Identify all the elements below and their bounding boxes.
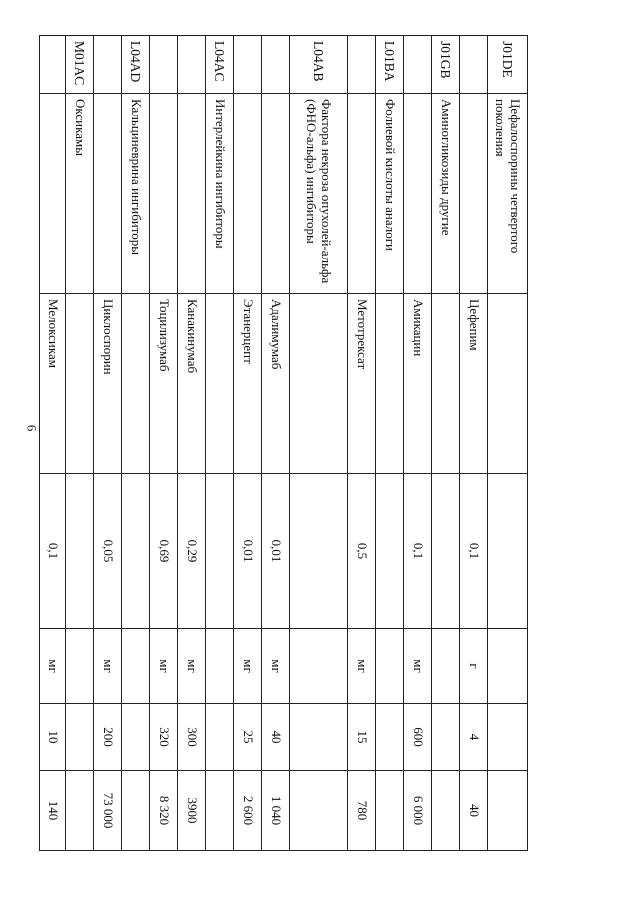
drug-name-cell [206, 294, 234, 474]
unit-cell [488, 629, 528, 704]
page-number: 6 [24, 424, 40, 432]
group-name-cell [262, 94, 290, 294]
total-cell [290, 771, 348, 851]
drug-name-cell: Цефепим [460, 294, 488, 474]
table-row [460, 36, 488, 851]
drug-name-cell [290, 294, 348, 474]
drug-name-cell [488, 294, 528, 474]
quantity-cell: 200 [94, 704, 122, 771]
total-cell: 73 000 [94, 771, 122, 851]
ddd-value-cell: 0,5 [348, 474, 376, 629]
total-cell: 8 320 [150, 771, 178, 851]
table-row [94, 36, 122, 851]
group-name-cell [234, 94, 262, 294]
ddd-value-cell [66, 474, 94, 629]
group-name-cell [94, 94, 122, 294]
quantity-cell: 4 [460, 704, 488, 771]
quantity-cell [206, 704, 234, 771]
group-name-cell [40, 94, 66, 294]
table-row [348, 36, 376, 851]
unit-cell: мг [178, 629, 206, 704]
total-cell [432, 771, 460, 851]
quantity-cell: 10 [40, 704, 66, 771]
table-row [234, 36, 262, 851]
drug-name-cell [122, 294, 150, 474]
atc-code-cell [234, 36, 262, 94]
quantity-cell: 300 [178, 704, 206, 771]
atc-code-cell [404, 36, 432, 94]
rotated-table-container [45, 35, 528, 850]
group-name-cell [178, 94, 206, 294]
quantity-cell: 25 [234, 704, 262, 771]
quantity-cell: 15 [348, 704, 376, 771]
table-row [262, 36, 290, 851]
atc-code-cell: L04AD [122, 36, 150, 94]
quantity-cell: 40 [262, 704, 290, 771]
table-row [488, 36, 528, 851]
atc-code-cell [262, 36, 290, 94]
table-body [40, 36, 528, 851]
atc-code-cell [94, 36, 122, 94]
unit-cell [432, 629, 460, 704]
atc-code-cell: L04AC [206, 36, 234, 94]
quantity-cell: 600 [404, 704, 432, 771]
group-name-cell [150, 94, 178, 294]
drug-name-cell [376, 294, 404, 474]
unit-cell [206, 629, 234, 704]
table-row [150, 36, 178, 851]
unit-cell: мг [150, 629, 178, 704]
total-cell: 780 [348, 771, 376, 851]
total-cell [122, 771, 150, 851]
table-row [206, 36, 234, 851]
ddd-value-cell: 0,1 [460, 474, 488, 629]
group-name-cell: Оксикамы [66, 94, 94, 294]
unit-cell [290, 629, 348, 704]
table-row [122, 36, 150, 851]
drug-name-cell: Метотрексат [348, 294, 376, 474]
group-name-cell [348, 94, 376, 294]
drug-name-cell [432, 294, 460, 474]
ddd-value-cell [488, 474, 528, 629]
atc-code-cell [460, 36, 488, 94]
quantity-cell: 320 [150, 704, 178, 771]
unit-cell [122, 629, 150, 704]
drug-name-cell: Тоцилизумаб [150, 294, 178, 474]
drug-table [39, 35, 528, 851]
unit-cell [66, 629, 94, 704]
atc-code-cell: J01GB [432, 36, 460, 94]
total-cell [488, 771, 528, 851]
atc-code-cell [40, 36, 66, 94]
drug-name-cell: Адалимумаб [262, 294, 290, 474]
unit-cell: мг [94, 629, 122, 704]
atc-code-cell: L04AB [290, 36, 348, 94]
table-row [376, 36, 404, 851]
total-cell [66, 771, 94, 851]
quantity-cell [66, 704, 94, 771]
group-name-cell: Фактора некроза опухолей-альфа (ФНО-альфа) ингибиторы [290, 94, 348, 294]
total-cell: 1 040 [262, 771, 290, 851]
unit-cell: мг [262, 629, 290, 704]
ddd-value-cell [122, 474, 150, 629]
group-name-cell [460, 94, 488, 294]
group-name-cell: Фолиевой кислоты аналоги [376, 94, 404, 294]
unit-cell: г [460, 629, 488, 704]
atc-code-cell: L01BA [376, 36, 404, 94]
total-cell: 140 [40, 771, 66, 851]
unit-cell: мг [40, 629, 66, 704]
ddd-value-cell [290, 474, 348, 629]
drug-name-cell: Циклоспорин [94, 294, 122, 474]
total-cell: 3900 [178, 771, 206, 851]
total-cell: 40 [460, 771, 488, 851]
table-row [178, 36, 206, 851]
total-cell: 2 600 [234, 771, 262, 851]
table-row [66, 36, 94, 851]
group-name-cell: Интерлейкина ингибиторы [206, 94, 234, 294]
total-cell [376, 771, 404, 851]
drug-name-cell: Канакинумаб [178, 294, 206, 474]
atc-code-cell [178, 36, 206, 94]
table-row [432, 36, 460, 851]
unit-cell [376, 629, 404, 704]
quantity-cell [488, 704, 528, 771]
ddd-value-cell [206, 474, 234, 629]
atc-code-cell: M01AC [66, 36, 94, 94]
unit-cell: мг [348, 629, 376, 704]
ddd-value-cell: 0,01 [262, 474, 290, 629]
quantity-cell [376, 704, 404, 771]
table-row [40, 36, 66, 851]
ddd-value-cell [376, 474, 404, 629]
table-row [404, 36, 432, 851]
quantity-cell [432, 704, 460, 771]
ddd-value-cell: 0,05 [94, 474, 122, 629]
quantity-cell [122, 704, 150, 771]
drug-name-cell: Этанерцепт [234, 294, 262, 474]
table-row [290, 36, 348, 851]
ddd-value-cell: 0,29 [178, 474, 206, 629]
group-name-cell: Кальциневрина ингибиторы [122, 94, 150, 294]
total-cell: 6 000 [404, 771, 432, 851]
unit-cell: мг [234, 629, 262, 704]
group-name-cell [404, 94, 432, 294]
rotated-page-area [45, 35, 528, 850]
quantity-cell [290, 704, 348, 771]
ddd-value-cell: 0,69 [150, 474, 178, 629]
ddd-value-cell: 0,1 [404, 474, 432, 629]
ddd-value-cell: 0,1 [40, 474, 66, 629]
ddd-value-cell [432, 474, 460, 629]
drug-name-cell: Амикацин [404, 294, 432, 474]
group-name-cell: Цефалоспорины четвертого поколения [488, 94, 528, 294]
atc-code-cell [348, 36, 376, 94]
total-cell [206, 771, 234, 851]
ddd-value-cell: 0,01 [234, 474, 262, 629]
unit-cell: мг [404, 629, 432, 704]
atc-code-cell: J01DE [488, 36, 528, 94]
drug-name-cell [66, 294, 94, 474]
group-name-cell: Аминогликозиды другие [432, 94, 460, 294]
drug-name-cell: Мелоксикам [40, 294, 66, 474]
atc-code-cell [150, 36, 178, 94]
